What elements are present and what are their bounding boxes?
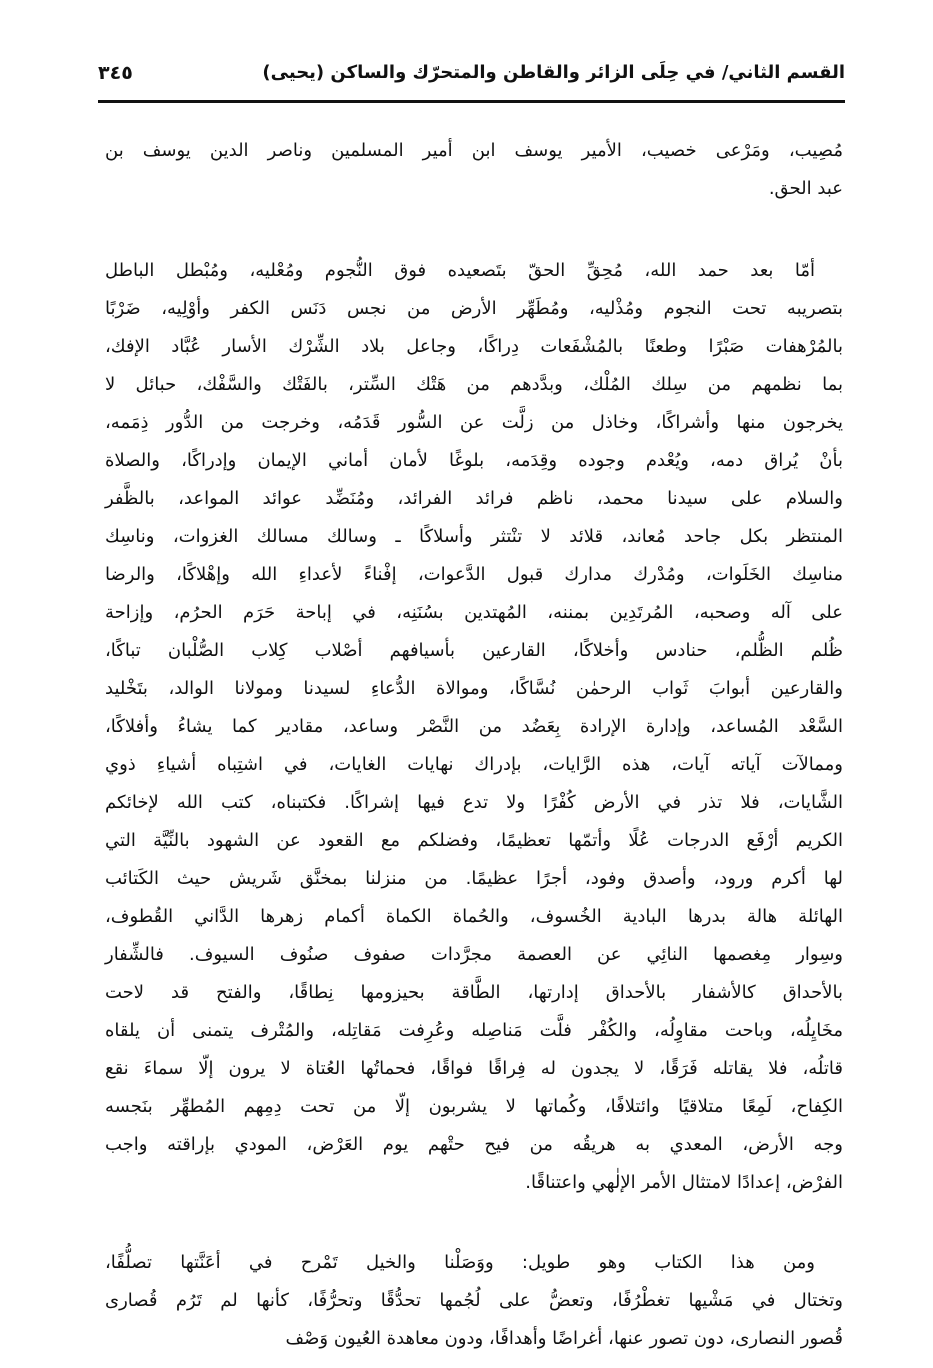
text-line: وجه الأرض، المعدي به هريقُه من فيح حتْهم يوم العَرْض، المودي بإراقته واجب	[105, 1134, 843, 1155]
text-line: لها أكرم ورود، وأصدق وفود، أجرًا عظيمًا. من منزلنا بمخنَّق شَريش حيث الكَتائب	[105, 868, 843, 889]
text-line: السَّعْد المُساعد، وإدارة الإرادة بِعَضُد من النَّصْر وساعد، مقادير كما يشاءُ وأفلاكًا،	[105, 716, 843, 737]
text-line: وممالآت آياته آيات، هذه الرَّايات، بإدراك نهايات الغايات، في اشتِباه أشياءِ ذوي	[105, 754, 843, 775]
text-line: ومن هذا الكتاب وهو طويل: ووَصَلْنا والخيل تَمْرح في أعَنَّتها تصلُّفًا،	[105, 1252, 815, 1273]
text-line: والقارعين أبوابَ ثَواب الرحمٰن نُسَّاكًا، وموالاة الدُّعاءِ لسيدنا ومولانا الوالد، بتَخْليد	[105, 678, 843, 699]
running-title: القسم الثاني/ في حِلَى الزائر والقاطن والمتحرّك والساكن (يحيى)	[262, 62, 845, 83]
text-line: وسِوار مِغصمها النائِي عن العصمة مجرَّدات صفوف صنُوف السيوف. فالشِّفار	[105, 944, 843, 965]
text-line: الهائلة هالة بدرها البادية الخُسوف، والحُماة الكماة أكمام زهرها الدَّاني القُطوف،	[105, 906, 843, 927]
text-line: والسلام على سيدنا محمد، ناظم فرائد الفرائد، ومُنَضِّد عوائد المواعد، بالظَّفر	[105, 488, 843, 509]
text-line: وتختال في مَشْيها تغطْرُفًا، وتعضُّ على لُجُمها تحدُّقًا وتحرُّفًا، كأنها لم تَرُم قُصارى	[105, 1290, 843, 1311]
text-line: بتصريبه تحت النجوم ومُذْليه، ومُطَهِّر الأرض من نجس دَنَس الكفر وأوْلِيه، ضَرْبًا	[105, 298, 843, 319]
text-line: الكريم أرْفَع الدرجات عُلًا وأتمّها تعظيمًا، وفضلكم مع القعود عن الشهود بالنِّيَّة التي	[105, 830, 843, 851]
text-line: ظُلم الظُّلم، حنادس وأخلاكًا، القارعين بأسيافهم أصْلاب كِلاب الصُّلْبان تباكًا،	[105, 640, 843, 661]
header-divider	[98, 100, 845, 103]
text-line: مُصِيب، ومَرْعى خصيب، الأمير يوسف ابن أمير المسلمين وناصر الدين يوسف بن	[105, 140, 843, 161]
page-number: ٣٤٥	[98, 62, 133, 84]
text-line: قُصور النصارى، دون تصور عنها، أغراضًا وأهدافًا، ودون معاهدة العُيون وَصْف	[285, 1328, 843, 1349]
text-line: مخَايِلُه، وباحت مقاوِلُه، والكُفْر فلَّت مَناصِله وعُرِفت مَقاتِله، والمُتْرف يتمنى أن يلقاه	[105, 1020, 843, 1041]
text-line: بأنْ يُراق دمه، ويُعْدم وجوده وقِدَمه، بلوغًا لأمان أماني الإيمان وإدراكًا، والصلاة	[105, 450, 843, 471]
text-line: أمّا بعد حمد الله، مُحِقِّ الحقّ بتَصعيده فوق النُّجوم ومُعْليه، ومُبْطل الباطل	[105, 260, 815, 281]
text-line: يخرجون منها وأشراكًا، وخاذل من زلَّت عن السُّور قَدَمُه، وخرجت من الدُّور ذِمَمه،	[105, 412, 843, 433]
text-line: الشَّايات، فلا تذر في الأرض كُفْرًا ولا تدع فيها إشراكًا. فكتبناه، كتب الله لإخائكم	[105, 792, 843, 813]
text-line: بالمُرْهفات صَبْرًا وطعنًا بالمُشْفَعات دِراكًا، وجاعل بلاد الشِّرْك الأسار عُبَّاد الإفك،	[105, 336, 843, 357]
text-line: بالأحداق كالأشفار بالأحداق إدارتها، الطَّاقة بحيزومها نِطاقًا، والفتح قد لاحت	[105, 982, 843, 1003]
text-line: مناسِك الخَلَوات، ومُدْرك مدارك قبول الدَّعوات، إفْناءً لأعداءِ الله وإهْلاكًا، والرضا	[105, 564, 843, 585]
text-line: الفرْض، إعدادًا لامتثال الأمر الإلٰهي واعتناقًا.	[525, 1172, 843, 1193]
text-line: قاتلُه، فلا يقاتله فَرَقًا، لا يجدون له فِراقًا فواقًا، فحماتُها العُتاة لا يرون إلّا سماءَ نقع	[105, 1058, 843, 1079]
text-line: المنتظر بكل جاحد مُعاند، قلائد لا تنْتثر وأسلاكًا ـ وسالك مسالك الغزوات، وناسِك	[105, 526, 843, 547]
text-line: الكِفاح، لَمِعًا متلاقيًا وائتلافًا، وكُماتها لا يشربون إلّا من تحت دِمِهم المُطهِّر بنَجسه	[105, 1096, 843, 1117]
text-line: على آله وصحبه، المُرتَدِين بمننه، المُهتدين بسُنَنِه، في إباحة حَرَم الحرُم، وإزاحة	[105, 602, 843, 623]
text-line: عبد الحق.	[768, 178, 843, 199]
text-line: بما نظمهم من سِلك المُلْك، وبدَّدهم من هَتْك السِّتر، بالفَتْك والسَّفْك، حبائل لا	[105, 374, 843, 395]
